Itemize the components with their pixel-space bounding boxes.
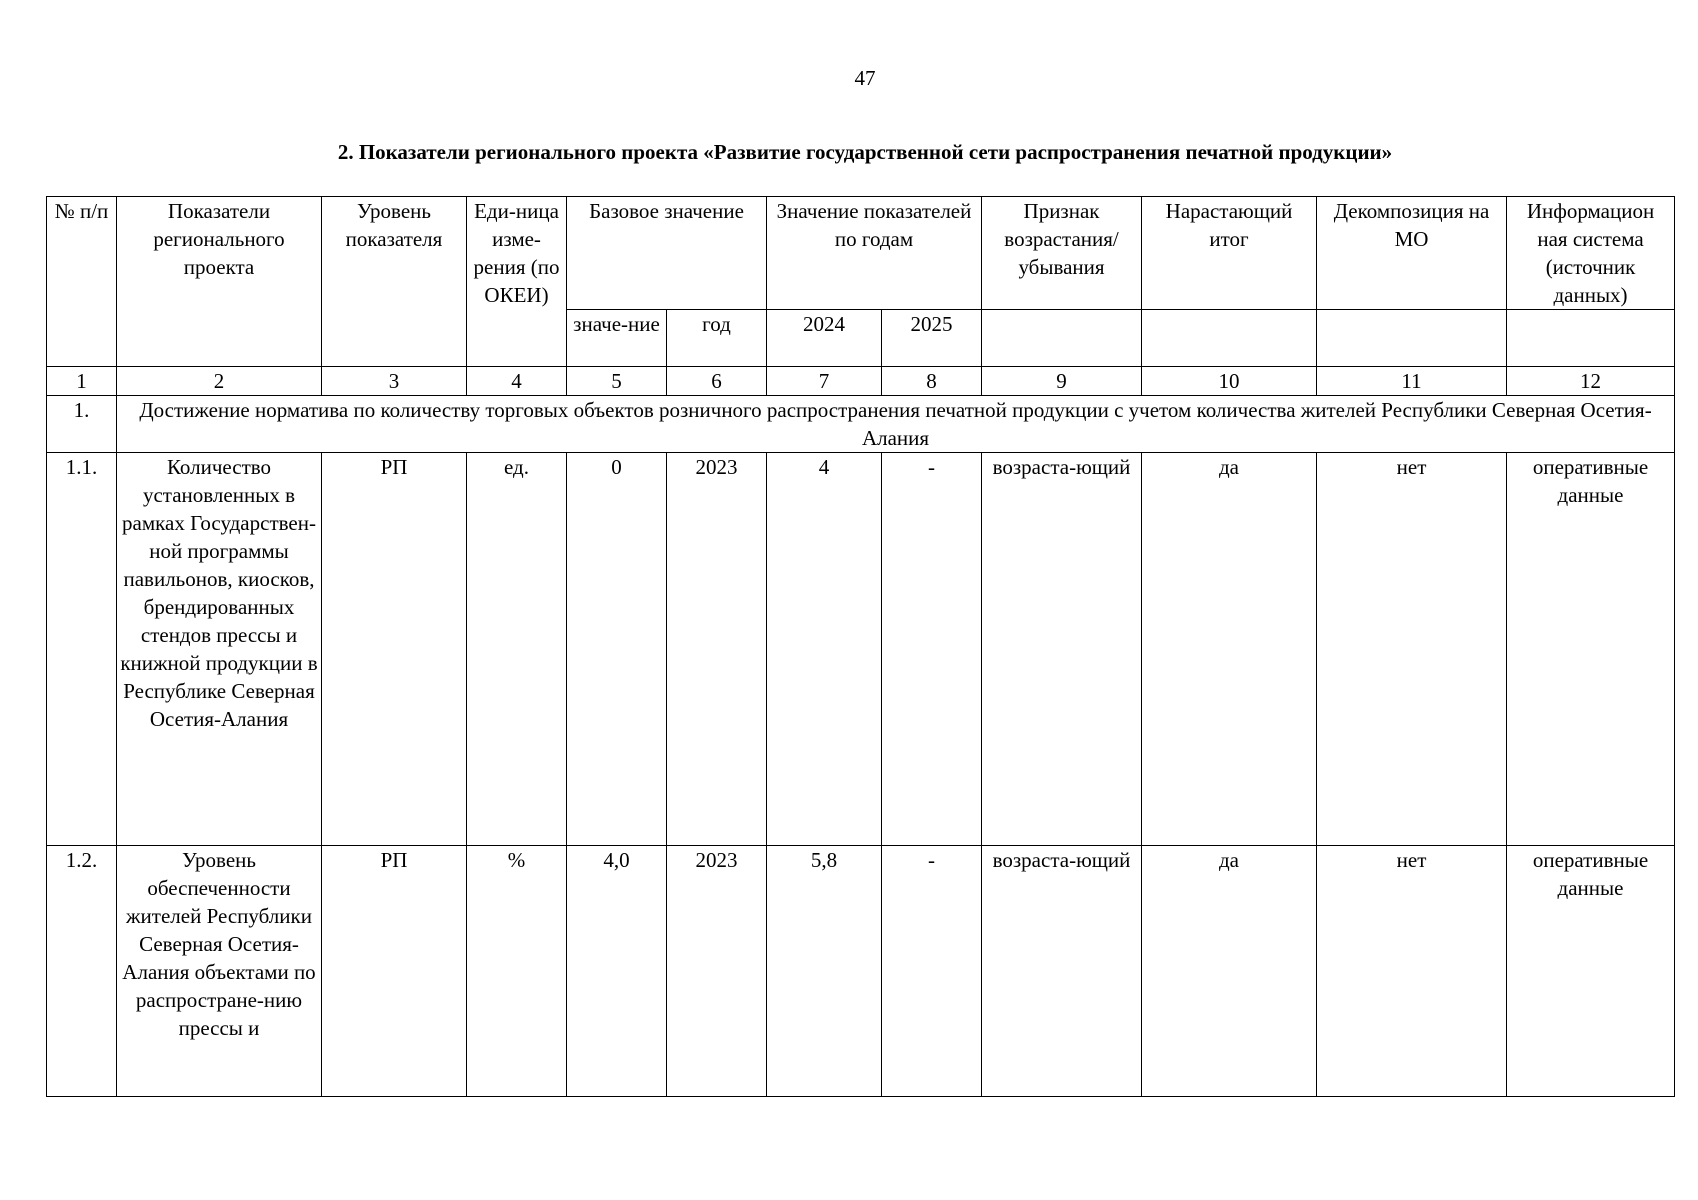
row-base-value: 0 [567,453,667,846]
header-no: № п/п [47,197,117,367]
row-value-2025: - [882,846,982,1097]
header-base-value: значе-ние [567,310,667,367]
row-decomposition: нет [1317,453,1507,846]
header-base: Базовое значение [567,197,767,310]
document-title: 2. Показатели регионального проекта «Развитие государственной сети распространения печатной продукции» [337,140,1393,164]
column-number-row [47,367,1675,396]
row-source: оперативные данные [1507,453,1675,846]
row-source: оперативные данные [1507,846,1675,1097]
header-cumulative: Нарастающий итог [1142,197,1317,310]
column-number: 5 [567,367,667,396]
empty-cell [1317,310,1507,367]
row-level: РП [322,453,467,846]
header-source: Информацион ная система (источник данных) [1507,197,1675,310]
column-number: 9 [982,367,1142,396]
table-row [47,846,1675,1097]
column-number: 3 [322,367,467,396]
section-row [47,396,1675,453]
column-number: 12 [1507,367,1675,396]
row-level: РП [322,846,467,1097]
header-trend: Признак возрастания/ убывания [982,197,1142,310]
row-cumulative: да [1142,846,1317,1097]
row-number: 1.1. [47,453,117,846]
indicators-table [46,196,1675,1097]
row-number: 1.2. [47,846,117,1097]
table-row [47,453,1675,846]
row-indicator: Уровень обеспеченности жителей Республики Северная Осетия-Алания объектами по распростране-нию прессы и [117,846,322,1097]
column-number: 7 [767,367,882,396]
row-base-year: 2023 [667,453,767,846]
column-number: 8 [882,367,982,396]
section-title: Достижение норматива по количеству торговых объектов розничного распространения печатной продукции с учетом количества жителей Республики Северная Осетия-Алания [117,396,1675,453]
header-year-2024: 2024 [767,310,882,367]
row-trend: возраста-ющий [982,846,1142,1097]
row-unit: % [467,846,567,1097]
column-number: 10 [1142,367,1317,396]
page-number: 47 [854,66,876,90]
column-number: 4 [467,367,567,396]
column-number: 1 [47,367,117,396]
row-indicator: Количество установленных в рамках Государствен-ной программы павильонов, киосков, брендированных стендов прессы и книжной продукции в Республике Северная Осетия-Алания [117,453,322,846]
empty-cell [1507,310,1675,367]
row-decomposition: нет [1317,846,1507,1097]
empty-cell [982,310,1142,367]
row-unit: ед. [467,453,567,846]
header-unit: Еди-ница изме-рения (по ОКЕИ) [467,197,567,367]
row-value-2024: 4 [767,453,882,846]
row-value-2024: 5,8 [767,846,882,1097]
row-base-value: 4,0 [567,846,667,1097]
header-level: Уровень показателя [322,197,467,367]
header-decomposition: Декомпозиция на МО [1317,197,1507,310]
header-years: Значение показателей по годам [767,197,982,310]
row-cumulative: да [1142,453,1317,846]
empty-cell [1142,310,1317,367]
header-base-year: год [667,310,767,367]
column-number: 11 [1317,367,1507,396]
row-base-year: 2023 [667,846,767,1097]
column-number: 2 [117,367,322,396]
column-number: 6 [667,367,767,396]
row-value-2025: - [882,453,982,846]
header-indicator: Показатели регионального проекта [117,197,322,367]
header-row [47,197,1675,310]
row-trend: возраста-ющий [982,453,1142,846]
header-year-2025: 2025 [882,310,982,367]
section-number: 1. [47,396,117,453]
